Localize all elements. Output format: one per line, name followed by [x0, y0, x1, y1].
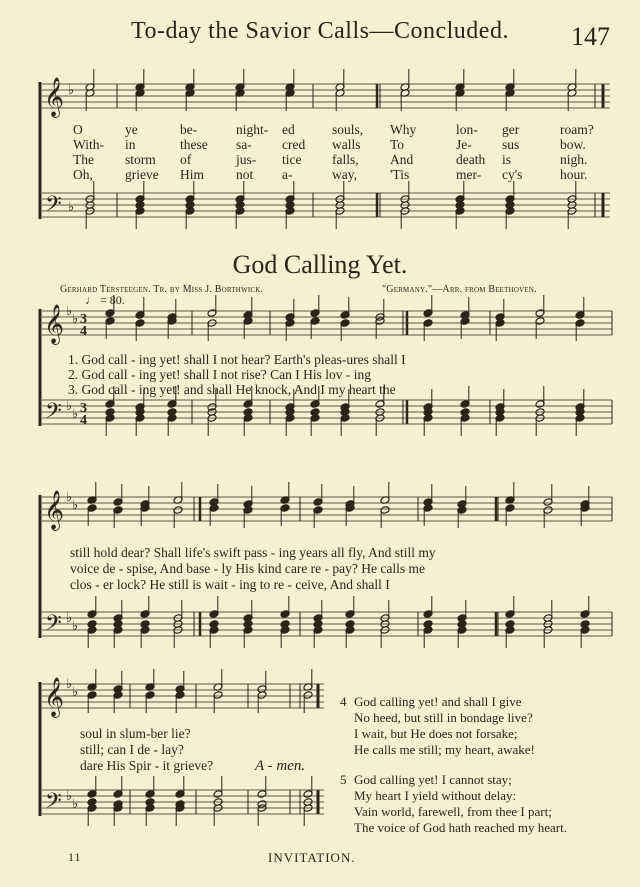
stanza-number: 5: [340, 772, 347, 787]
hymn1-lyric-word: walls: [332, 137, 361, 152]
hymn1-lyric-word: in: [125, 137, 136, 152]
system2-lyric-line-2: voice de - spise, And base - ly His kind care re - pay? He calls me: [70, 561, 426, 576]
key-flat: ♭: [66, 677, 73, 692]
hymn1-lyric-word: And: [390, 152, 414, 167]
treble-clef: 𝄞: [44, 77, 65, 117]
key-flat: ♭: [66, 789, 73, 804]
system2-lyric-line-1: still hold dear? Shall life's swift pass - ing years all fly, And still my: [70, 545, 436, 560]
key-flat: ♭: [66, 399, 73, 414]
hymn1-lyric-word: mer-: [456, 167, 482, 182]
key-flat: ♭: [72, 312, 79, 327]
hymn-title: God Calling Yet.: [232, 250, 408, 279]
time-signature: 3: [80, 401, 87, 416]
hymn1-lyric-word: The: [73, 152, 94, 167]
signature-mark: 11: [68, 850, 82, 864]
hymn1-lyric-word: way,: [332, 167, 357, 182]
page-number: 147: [571, 22, 610, 51]
key-flat: ♭: [66, 304, 73, 319]
time-signature: 4: [80, 413, 87, 428]
hymn1-lyric-word: ger: [502, 122, 520, 137]
stanza-4: [340, 694, 535, 758]
treble-clef: 𝄞: [44, 677, 65, 717]
hymn1-lyric-word: storm: [125, 152, 156, 167]
tempo-marking: ♩ = 80.: [85, 293, 125, 307]
treble-clef: 𝄞: [44, 490, 65, 530]
system3-lyric-line-1: soul in slum-ber lie?: [80, 726, 191, 741]
stanza-number: 4: [340, 694, 347, 709]
key-flat: ♭: [68, 83, 75, 98]
bass-clef: 𝄢: [45, 789, 62, 819]
time-signature: 3: [80, 312, 87, 327]
key-flat: ♭: [66, 490, 73, 505]
hymn1-lyric-word: Why: [390, 122, 417, 137]
system1-lyric-line-1: 1. God call - ing yet! shall I not hear? Earth's pleas-ures shall I: [68, 352, 406, 367]
treble-clef: 𝄞: [44, 304, 65, 344]
hymn1-lyric-word: cy's: [502, 167, 523, 182]
stanza-line: He calls me still; my heart, awake!: [354, 742, 535, 757]
bass-clef: 𝄢: [45, 611, 62, 641]
hymn1-lyric-word: tice: [282, 152, 302, 167]
system3-lyric-line-2: still; can I de - lay?: [80, 742, 184, 757]
stanza-line: God calling yet! I cannot stay;: [354, 772, 512, 787]
key-flat: ♭: [72, 407, 79, 422]
hymn1-lyric-word: death: [456, 152, 486, 167]
hymn1-lyric-word: night-: [236, 122, 269, 137]
hymn1-lyric-word: ye: [125, 122, 138, 137]
hymn1-lyric-word: be-: [180, 122, 198, 137]
system2-lyric-line-3: clos - er lock? He still is wait - ing to re - ceive, And shall I: [70, 577, 390, 592]
stanza-line: My heart I yield without delay:: [354, 788, 517, 803]
hymn1-lyric-word: roam?: [560, 122, 594, 137]
hymn1-lyric-word: Him: [180, 167, 205, 182]
hymn1-lyric-word: not: [236, 167, 254, 182]
hymn1-lyric-word: of: [180, 152, 192, 167]
amen-text: A - men.: [255, 758, 306, 774]
tune-credit: "Germany."—Arr. from Beethoven.: [382, 284, 537, 295]
stanza-line: I wait, but He does not forsake;: [354, 726, 518, 741]
bass-clef: 𝄢: [45, 192, 62, 222]
hymn1-lyric-word: bow.: [560, 137, 586, 152]
hymn1-lyric-word: nigh.: [560, 152, 588, 167]
section-label: INVITATION.: [268, 850, 356, 865]
hymn1-lyric-word: ed: [282, 122, 295, 137]
stanza-line: No heed, but still in bondage live?: [354, 710, 533, 725]
key-flat: ♭: [72, 797, 79, 812]
hymn1-lyric-word: Oh,: [73, 167, 93, 182]
key-flat: ♭: [72, 498, 79, 513]
hymn1-lyric-word: these: [180, 137, 208, 152]
hymn1-lyric-word: With-: [73, 137, 104, 152]
stanza-line: The voice of God hath reached my heart.: [354, 820, 567, 835]
time-signature: 4: [80, 324, 87, 339]
stanza-line: God calling yet! and shall I give: [354, 694, 522, 709]
hymn1-lyric-word: hour.: [560, 167, 588, 182]
hymn1-lyric-word: To: [390, 137, 405, 152]
hymn1-lyric-word: grieve: [125, 167, 159, 182]
hymn1-lyric-word: is: [502, 152, 512, 167]
key-flat: ♭: [68, 200, 75, 215]
key-flat: ♭: [72, 685, 79, 700]
hymn1-lyric-word: cred: [282, 137, 306, 152]
hymn1-lyric-word: falls,: [332, 152, 359, 167]
running-title: To-day the Savior Calls—Concluded.: [131, 18, 509, 44]
author-credit: Gerhard Tersteegen. Tr. by Miss J. Borthwick.: [60, 284, 264, 295]
hymn1-lyric-word: souls,: [332, 122, 364, 137]
hymn1-lyric-word: jus-: [236, 152, 257, 167]
hymn1-lyric-word: O: [73, 122, 83, 137]
system3-lyric-line-3: dare His Spir - it grieve?: [80, 758, 214, 773]
system1-lyric-line-2: 2. God call - ing yet! shall I not rise? Can I His lov - ing: [68, 367, 371, 382]
hymn1-lyric-word: sus: [502, 137, 520, 152]
hymn1-lyric-word: 'Tis: [390, 167, 410, 182]
hymn1-lyric-word: sa-: [236, 137, 252, 152]
hymn1-lyric-word: lon-: [456, 122, 478, 137]
hymn1-lyric-word: Je-: [456, 137, 472, 152]
bass-clef: 𝄢: [45, 399, 62, 429]
stanza-5: [340, 772, 567, 836]
key-flat: ♭: [66, 611, 73, 626]
system1-lyric-line-3: 3. God call - ing yet! and shall He knock, And I my heart the: [68, 382, 396, 397]
stanza-line: Vain world, farewell, from thee I part;: [354, 804, 552, 819]
key-flat: ♭: [72, 619, 79, 634]
hymn1-lyric-word: a-: [282, 167, 293, 182]
